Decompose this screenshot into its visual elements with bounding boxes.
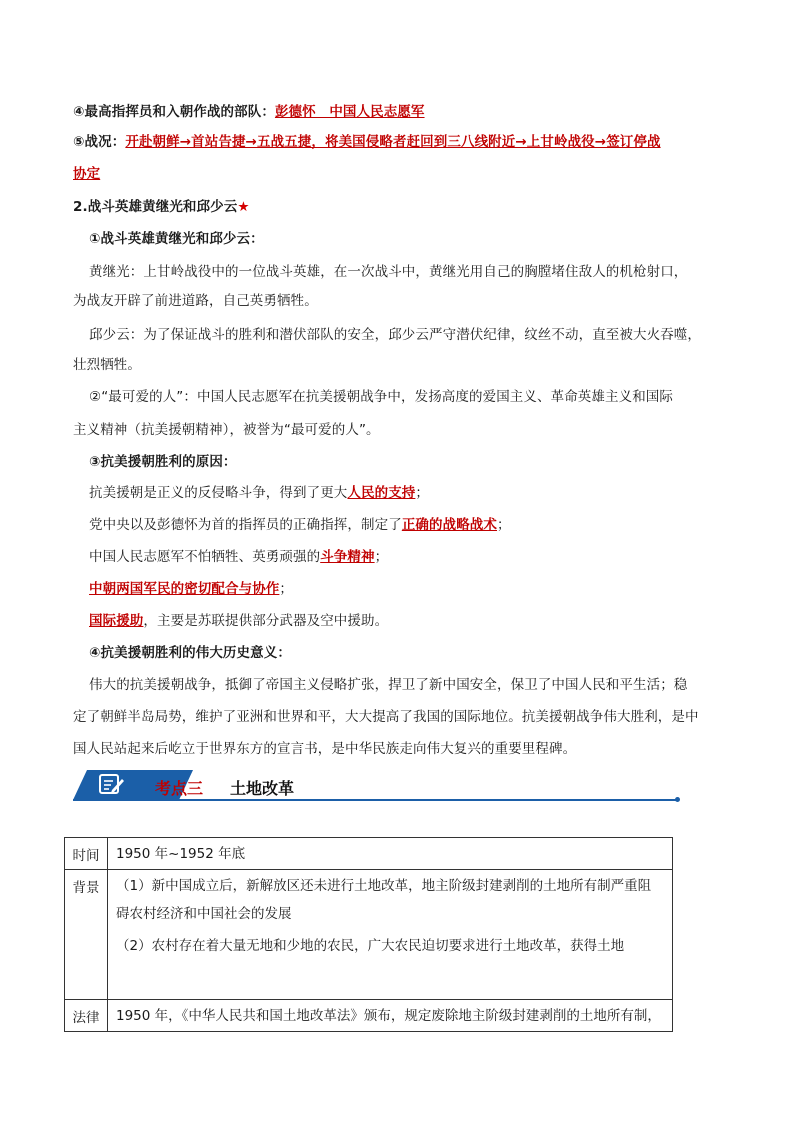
commander-label: ④最高指挥员和入朝作战的部队： bbox=[73, 104, 275, 120]
qiu-line-2: 壮烈牺牲。 bbox=[73, 357, 141, 373]
meaning-line-1: 伟大的抗美援朝战争，抵御了帝国主义侵略扩张，捍卫了新中国安全，保卫了中国人民和平生活；稳 bbox=[89, 677, 688, 693]
section-banner bbox=[73, 770, 683, 806]
commander-answer: 彭德怀 中国人民志愿军 bbox=[274, 104, 425, 120]
battle-line-2 bbox=[73, 164, 728, 184]
reason-3-text: 中国人民志愿军不怕牺牲、英勇顽强的 bbox=[89, 549, 321, 565]
table-row bbox=[65, 870, 673, 1000]
huang-line-1: 黄继光：上甘岭战役中的一位战斗英雄，在一次战斗中，黄继光用自己的胸膛堵住敌人的机枪射口， bbox=[89, 264, 688, 280]
meaning-line-2: 定了朝鲜半岛局势，维护了亚洲和世界和平，大大提高了我国的国际地位。抗美援朝战争伟大胜利，是中 bbox=[73, 709, 699, 725]
cute-line-1: ②“最可爱的人”：中国人民志愿军在抗美援朝战争中，发扬高度的爱国主义、革命英雄主义和国际 bbox=[89, 389, 673, 405]
table-key: 背景 bbox=[65, 870, 108, 1000]
banner-dot bbox=[675, 797, 680, 802]
cute-line-2: 主义精神（抗美援朝精神），被誉为“最可爱的人”。 bbox=[73, 422, 380, 438]
reason-3 bbox=[89, 547, 744, 567]
reason-1-key: 人民的支持 bbox=[347, 485, 416, 501]
reason-3-end: ； bbox=[374, 549, 389, 565]
table-line: 1950 年~1952 年底 bbox=[116, 846, 246, 862]
reason-4-end: ； bbox=[279, 581, 294, 597]
table-value bbox=[108, 870, 673, 1000]
table-row bbox=[65, 1000, 673, 1032]
land-reform-table bbox=[64, 837, 673, 1032]
heroes-heading bbox=[73, 197, 728, 217]
table-key: 法律 bbox=[65, 1000, 108, 1032]
table-line: 1950 年，《中华人民共和国土地改革法》颁布，规定废除地主阶级封建剥削的土地所有制， bbox=[116, 1008, 661, 1024]
reason-1 bbox=[89, 483, 744, 503]
banner-rule bbox=[73, 799, 677, 801]
huang-line-2: 为战友开辟了前进道路，自己英勇牺牲。 bbox=[73, 293, 318, 309]
reason-2-key: 正确的战略战术 bbox=[401, 517, 498, 533]
commander-line bbox=[73, 102, 728, 122]
battle-line-1 bbox=[73, 132, 728, 152]
reason-1-text: 抗美援朝是正义的反侵略斗争，得到了更大 bbox=[89, 485, 348, 501]
table-line: （2）农村存在着大量无地和少地的农民，广大农民迫切要求进行土地改革，获得土地 bbox=[116, 938, 625, 954]
table-value bbox=[108, 838, 673, 870]
reason-2-end: ； bbox=[497, 517, 511, 533]
pencil-notepad-icon bbox=[99, 773, 125, 795]
heroes-sub1: ①战斗英雄黄继光和邱少云： bbox=[89, 231, 264, 247]
table-line: 碍农村经济和中国社会的发展 bbox=[116, 906, 292, 922]
reason-5 bbox=[89, 611, 744, 631]
battle-answer: 开赴朝鲜→首站告捷→五战五捷，将美国侵略者赶回到三八线附近→上甘岭战役→签订停战 bbox=[125, 134, 661, 150]
reasons-heading: ③抗美援朝胜利的原因： bbox=[89, 454, 237, 470]
meaning-line-3: 国人民站起来后屹立于世界东方的宣言书，是中华民族走向伟大复兴的重要里程碑。 bbox=[73, 741, 577, 757]
reason-3-key: 斗争精神 bbox=[320, 549, 375, 565]
heroes-heading-text: 2.战斗英雄黄继光和邱少云 bbox=[73, 199, 238, 215]
reason-2-text: 党中央以及彭德怀为首的指挥员的正确指挥，制定了 bbox=[89, 517, 402, 533]
table-row bbox=[65, 838, 673, 870]
battle-label: ⑤战况： bbox=[73, 134, 126, 150]
meaning-heading: ④抗美援朝胜利的伟大历史意义： bbox=[89, 645, 291, 661]
section-number: 考点三 bbox=[155, 779, 204, 798]
reason-2 bbox=[89, 515, 744, 535]
star-icon: ★ bbox=[237, 199, 250, 215]
reason-1-end: ； bbox=[415, 485, 430, 501]
table-key: 时间 bbox=[65, 838, 108, 870]
section-title: 土地改革 bbox=[230, 779, 295, 798]
battle-answer-cont: 协定 bbox=[73, 166, 101, 182]
table-line: （1）新中国成立后，新解放区还未进行土地改革，地主阶级封建剥削的土地所有制严重阻 bbox=[116, 878, 652, 894]
table-value bbox=[108, 1000, 673, 1032]
reason-4 bbox=[89, 579, 744, 599]
reason-5-text: ，主要是苏联提供部分武器及空中援助。 bbox=[143, 613, 389, 629]
qiu-line-1: 邱少云：为了保证战斗的胜利和潜伏部队的安全，邱少云严守潜伏纪律，纹丝不动，直至被大火吞噬， bbox=[89, 327, 701, 343]
reason-5-key: 国际援助 bbox=[89, 613, 144, 629]
reason-4-key: 中朝两国军民的密切配合与协作 bbox=[89, 581, 280, 597]
